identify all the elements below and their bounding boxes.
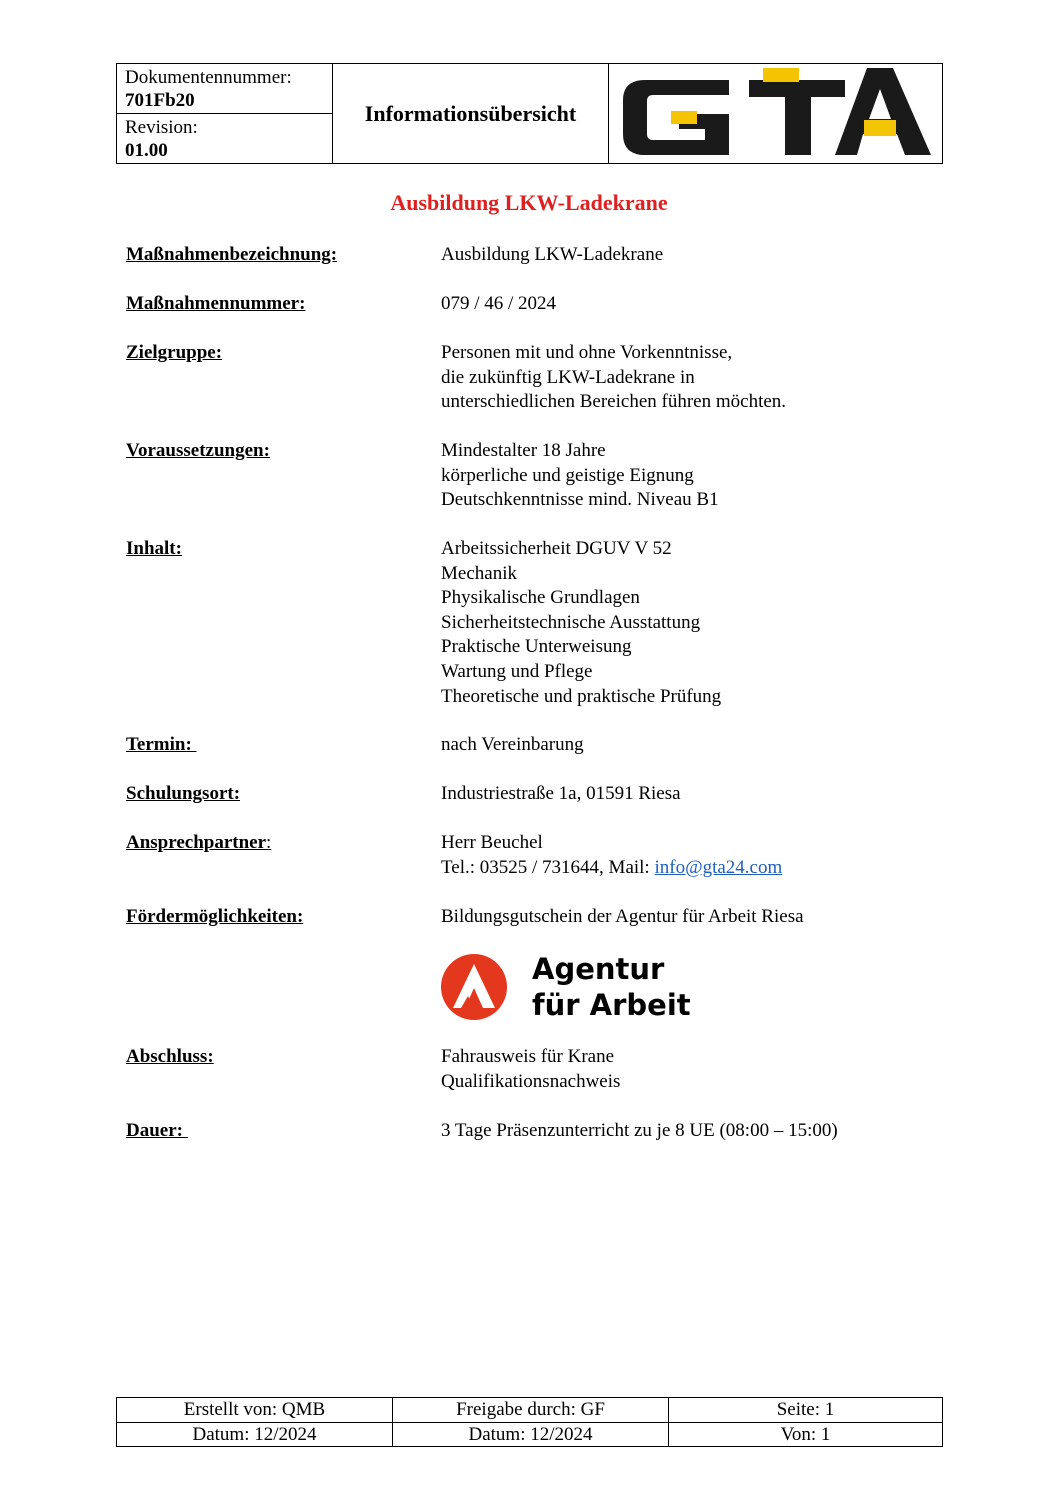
value-line: nach Vereinbarung [441,734,584,755]
document-footer [116,1397,943,1447]
field-value [441,243,921,268]
field-value [441,341,921,415]
agentur-logo-text [532,951,691,1023]
agentur-logo-icon [440,953,510,1023]
value-line: Praktische Unterweisung [441,636,632,658]
agentur-fuer-arbeit-logo [440,951,700,1021]
agentur-logo-line1: Agentur [532,952,665,986]
revision-value: 01.00 [125,140,168,161]
field-value [441,292,921,317]
footer-approved-by: Freigabe durch: GF [456,1399,605,1420]
field-value [441,782,921,807]
value-line: Personen mit und ohne Vorkenntnisse, [441,342,733,363]
value-line: körperliche und geistige Eignung [441,464,694,486]
document-header [116,63,943,164]
field-label-suffix: : [266,832,272,853]
field-value [441,905,921,930]
value-line: Physikalische Grundlagen [441,587,640,609]
contact-line [441,856,921,881]
field-label: Voraussetzungen: [126,440,270,461]
field-value [441,1045,921,1094]
value-line: Deutschkenntnisse mind. Niveau B1 [441,489,719,511]
page-title: Ausbildung LKW-Ladekrane [390,190,668,215]
doc-meta-cell [117,64,333,163]
contact-name: Herr Beuchel [441,832,543,853]
value-line: Wartung und Pflege [441,660,593,682]
footer-page: Seite: 1 [776,1399,835,1420]
gta-logo-graphic [609,64,942,163]
value-line: Industriestraße 1a, 01591 Riesa [441,783,681,804]
field-label [126,831,271,856]
field-label: Abschluss: [126,1046,214,1067]
field-label: Maßnahmenbezeichnung: [126,244,338,265]
value-line: Bildungsgutschein der Agentur für Arbeit Riesa [441,906,804,927]
value-line: 079 / 46 / 2024 [441,293,557,314]
value-line: Sicherheitstechnische Ausstattung [441,611,701,633]
field-label: Zielgruppe: [126,342,223,363]
footer-created-date: Datum: 12/2024 [192,1424,317,1445]
doc-title: Informationsübersicht [333,64,609,163]
field-value [441,439,921,513]
field-value [441,1119,921,1144]
footer-created-by: Erstellt von: QMB [183,1399,326,1420]
doc-number: 701Fb20 [125,90,195,111]
email-link[interactable]: info@gta24.com [654,856,783,878]
field-label: Maßnahmennummer: [126,293,306,314]
value-line: 3 Tage Präsenzunterricht zu je 8 UE (08:00 – 15:00) [441,1120,838,1141]
gta-logo [609,64,942,163]
field-label: Fördermöglichkeiten: [126,906,304,927]
footer-page-total: Von: 1 [780,1424,831,1445]
value-line: die zukünftig LKW-Ladekrane in [441,366,695,388]
field-label: Inhalt: [126,538,182,559]
value-line: Ausbildung LKW-Ladekrane [441,244,664,265]
value-line: Fahrausweis für Krane [441,1046,615,1067]
revision-box [117,114,332,164]
value-line: Mindestalter 18 Jahre [441,440,606,461]
doc-number-box [117,64,332,114]
field-label: Termin: [126,734,197,755]
footer-approved-date: Datum: 12/2024 [468,1424,593,1445]
field-value [441,537,921,709]
value-line: Mechanik [441,562,517,584]
field-label-text: Ansprechpartner [126,832,267,853]
field-value [441,831,921,880]
doc-number-label: Dokumentennummer: [125,67,292,88]
field-label: Dauer: [126,1120,188,1141]
agentur-logo-line2: für Arbeit [532,988,691,1022]
field-value [441,733,921,758]
field-label: Schulungsort: [126,783,241,804]
value-line: Arbeitssicherheit DGUV V 52 [441,538,672,559]
value-line: Theoretische und praktische Prüfung [441,685,722,707]
value-line: unterschiedlichen Bereichen führen möchten. [441,391,787,413]
value-line: Qualifikationsnachweis [441,1070,621,1092]
revision-label: Revision: [125,117,198,138]
contact-phone: Tel.: 03525 / 731644, Mail: [441,856,655,878]
